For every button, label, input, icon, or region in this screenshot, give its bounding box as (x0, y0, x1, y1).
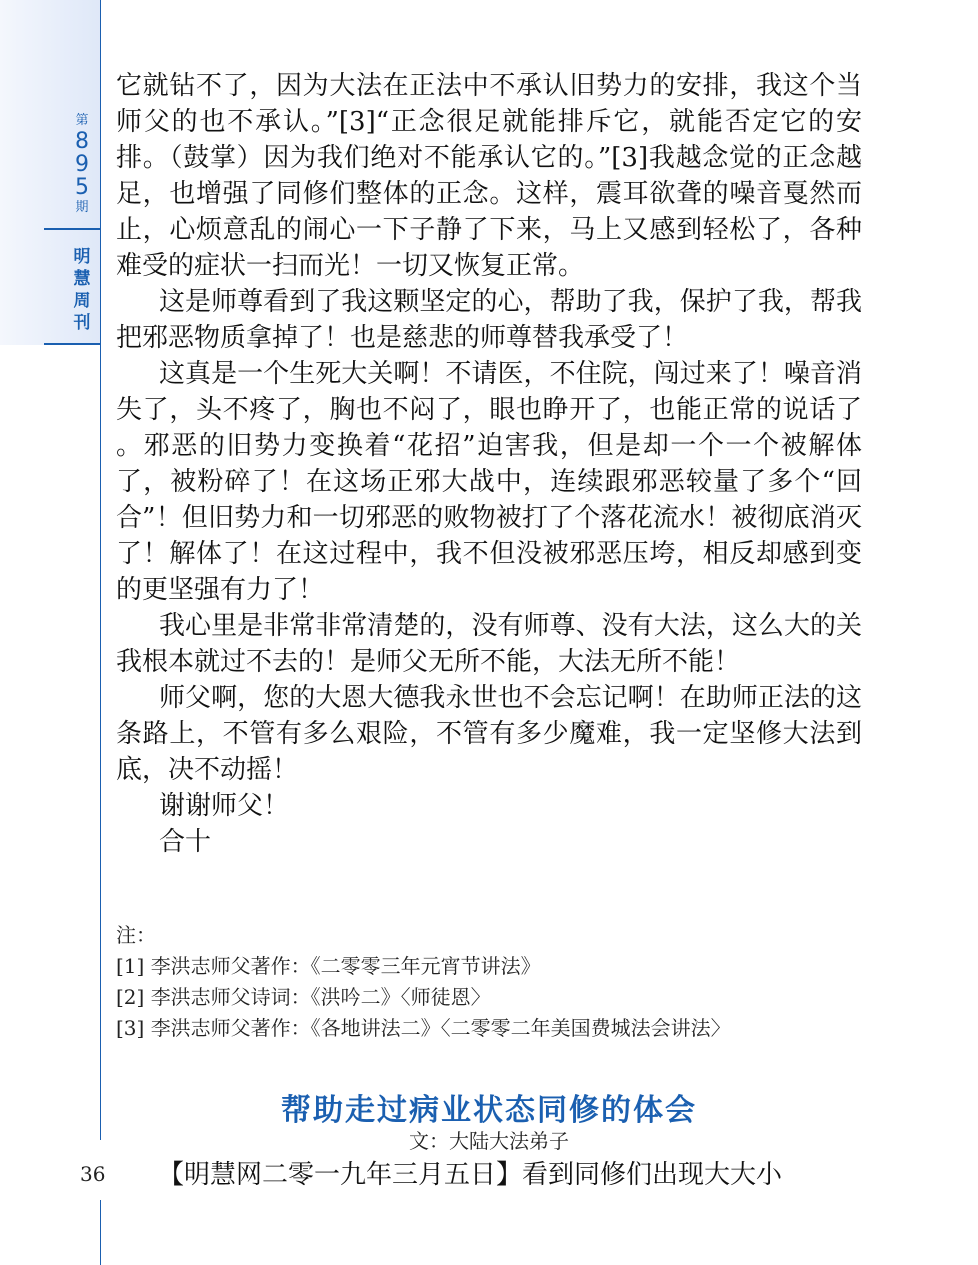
body-paragraph: 这真是一个生死大关啊！不请医，不住院，闯过来了！噪音消失了，头不疼了，胸也不闷了，眼也睁开了，也能正常的说话了 。邪恶的旧势力变换着“花招”迫害我，但是却一个一个被解体了，被粉碎了！在这场正邪大战中，连续跟邪恶较量了多个“回合”！但旧势力和一切邪恶的败物被打了个落花流水！被彻底消灭了！解体了！在这过程中，我不但没被邪恶压垮，相反却感到变的更坚强有力了！ (116, 359, 862, 605)
issue-prefix: 第 (75, 113, 89, 128)
page-number: 36 (80, 1162, 106, 1186)
magazine-char: 明 (73, 247, 91, 267)
body-paragraph: 谢谢师父！ (159, 791, 290, 821)
magazine-name (62, 246, 102, 334)
body-paragraph: 这是师尊看到了我这颗坚定的心，帮助了我，保护了我，帮我把邪恶物质拿掉了！也是慈悲的师尊替我承受了！ (116, 287, 862, 353)
sidebar-rule-middle (100, 345, 101, 1140)
footnote-item: [2] 李洪志师父诗词：《洪吟二》〈师徒恩〉 (116, 985, 491, 1009)
sidebar-rule-bottom (100, 1200, 101, 1265)
issue-digit: 9 (75, 152, 89, 177)
body-paragraph: 合十 (159, 827, 212, 857)
body-paragraph: 师父啊，您的大恩大德我永世也不会忘记啊！在助师正法的这条路上，不管有多么艰险，不管有多少魔难，我一定坚修大法到底，决不动摇！ (116, 683, 862, 785)
sidebar-divider-bottom (44, 343, 101, 345)
footnote-item: [3] 李洪志师父著作：《各地讲法二》〈二零零二年美国费城法会讲法〉 (116, 1016, 731, 1040)
next-article-title: 帮助走过病业状态同修的体会 (281, 1093, 697, 1128)
footnotes (116, 920, 876, 1044)
body-paragraph: 它就钻不了，因为大法在正法中不承认旧势力的安排，我这个当师父的也不承认。”[3]“正念很足就能排斥它，就能否定它的安排。（鼓掌）因为我们绝对不能承认它的。”[3]我越念觉的正念越足，也增强了同修们整体的正念。这样，震耳欲聋的噪音戛然而止，心烦意乱的闹心一下子静了下来，马上又感到轻松了，各种难受的症状一扫而光！一切又恢复正常。 (116, 71, 862, 281)
issue-suffix: 期 (75, 200, 89, 215)
issue-number (62, 112, 102, 217)
sidebar (0, 0, 100, 1265)
magazine-char: 慧 (73, 269, 91, 289)
notes-label: 注： (116, 923, 156, 947)
magazine-char: 刊 (73, 313, 91, 333)
footnote-item: [1] 李洪志师父著作：《二零零三年元宵节讲法》 (116, 954, 541, 978)
issue-digit: 8 (75, 129, 89, 154)
article-body (116, 68, 862, 860)
next-article-lead: 【明慧网二零一九年三月五日】看到同修们出现大大小 (158, 1160, 783, 1190)
next-article-byline: 文：大陆大法弟子 (409, 1129, 569, 1153)
issue-digit: 5 (75, 175, 89, 200)
magazine-char: 周 (73, 291, 91, 311)
body-paragraph: 我心里是非常非常清楚的，没有师尊、没有大法，这么大的关我根本就过不去的！是师父无所不能，大法无所不能！ (116, 611, 862, 677)
sidebar-divider-top (44, 228, 101, 230)
